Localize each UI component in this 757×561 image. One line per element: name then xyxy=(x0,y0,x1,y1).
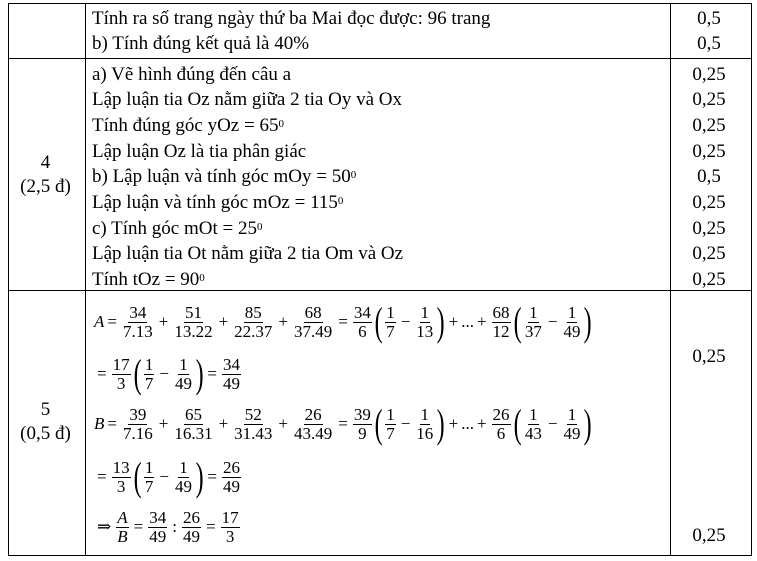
q4-step-text: Tính đúng góc yOz = $65^0$ xyxy=(92,115,284,136)
q4-step-points: 0,25 xyxy=(692,192,726,213)
fraction: $\frac{1}{16}$ xyxy=(416,404,434,443)
degree-superscript: 0 xyxy=(278,118,284,130)
degree-superscript: 0 xyxy=(256,221,263,233)
fraction: $\frac{1}{43}$ xyxy=(524,404,542,443)
q5-points-2: 0,25 xyxy=(692,525,726,546)
q4-step-points: 0,25 xyxy=(692,269,726,290)
question-4-label: 4 xyxy=(40,152,51,173)
fraction: $\frac{39}{9}$ xyxy=(353,404,371,443)
fraction: $\frac{17}{3}$ xyxy=(112,354,130,393)
q5-points-1: 0,25 xyxy=(692,346,726,367)
grading-table xyxy=(8,3,752,556)
degree-superscript: 0 xyxy=(199,272,205,284)
fraction: $\frac{1}{7}$ xyxy=(144,354,154,393)
fraction: $\frac{68}{37.49}$ xyxy=(294,302,333,341)
q4-step-points: 0,5 xyxy=(697,166,721,187)
fraction: $\frac{34}{49}$ xyxy=(149,507,167,546)
fraction: $\frac{39}{7.16}$ xyxy=(122,404,153,443)
fraction: $\frac{34}{6}$ xyxy=(353,302,371,341)
q4-step-points: 0,25 xyxy=(692,115,726,136)
q4-step-text: Lập luận tia Oz nằm giữa 2 tia Oy và Ox xyxy=(92,89,402,110)
q4-step-points: 0,25 xyxy=(692,64,726,85)
row-text: b) Tính đúng kết quả là 40% xyxy=(92,33,310,54)
question-5-label: 5 xyxy=(40,399,51,420)
q4-step-text: Lập luận tia Ot nằm giữa 2 tia Om và Oz xyxy=(92,243,404,264)
fraction: $\frac{85}{22.37}$ xyxy=(234,302,273,341)
fraction: $\frac{26}{43.49}$ xyxy=(294,404,333,443)
degree-superscript: 0 xyxy=(350,169,357,181)
q4-step-text: Lập luận và tính góc mOz = $115^0$ xyxy=(92,192,344,213)
q4-step-text: Tính tOz = $90^0$ xyxy=(92,269,205,290)
fraction: $\frac{26}{49}$ xyxy=(182,507,200,546)
fraction: $\frac{1}{49}$ xyxy=(563,404,581,443)
q4-step-text: b) Lập luận và tính góc mOy = $50^0$ xyxy=(92,166,357,187)
equation-a-result: = $\frac{17}{3}$ ( $\frac{1}{7}$ − $\frac{1}{49}$ ) = $\frac{34}{49}$ xyxy=(97,351,240,396)
q4-step-points: 0,25 xyxy=(692,218,726,239)
q4-step-text: Lập luận Oz là tia phân giác xyxy=(92,141,307,162)
equation-a: A = $\frac{34}{7.13}$ + $\frac{51}{13.22}$ + $\frac{85}{22.37}$ + $\frac{68}{37.49}$ = $\frac{34}{6}$ ( $\frac{1}{7}$ − $\frac{1}{13}$ ) + ... + $\frac{68}{12}$ ( $\frac{1}{37}$ − $\frac{1}{49}$ ) xyxy=(94,299,593,344)
question-4-score: (2,5 đ) xyxy=(20,176,71,197)
fraction: $\frac{1}{49}$ xyxy=(563,302,581,341)
fraction: $\frac{1}{49}$ xyxy=(175,354,193,393)
q4-step-text: c) Tính góc mOt = $25^0$ xyxy=(92,218,263,239)
q4-step-points: 0,25 xyxy=(692,89,726,110)
fraction: $\frac{51}{13.22}$ xyxy=(174,302,213,341)
fraction: $\frac{34}{7.13}$ xyxy=(122,302,153,341)
q4-step-text: a) Vẽ hình đúng đến câu a xyxy=(92,64,292,85)
fraction: $\frac{1}{7}$ xyxy=(386,404,395,443)
fraction: $\frac{34}{49}$ xyxy=(222,354,240,393)
fraction: $\frac{65}{16.31}$ xyxy=(174,404,213,443)
fraction: $\frac{17}{3}$ xyxy=(221,507,239,546)
fraction: $\frac{68}{12}$ xyxy=(492,302,510,341)
fraction: $\frac{26}{6}$ xyxy=(492,404,510,443)
fraction: $\frac{1}{37}$ xyxy=(524,302,542,341)
degree-superscript: 0 xyxy=(337,195,344,207)
fraction: $\frac{1}{7}$ xyxy=(386,302,395,341)
question-5-score: (0,5 đ) xyxy=(20,423,71,444)
equation-b-result: = $\frac{13}{3}$ ( $\frac{1}{7}$ − $\frac{1}{49}$ ) = $\frac{26}{49}$ xyxy=(97,454,240,499)
equation-b: B = $\frac{39}{7.16}$ + $\frac{65}{16.31}$ + $\frac{52}{31.43}$ + $\frac{26}{43.49}$ = $\frac{39}{9}$ ( $\frac{1}{7}$ − $\frac{1}{16}$ ) + ... + $\frac{26}{6}$ ( $\frac{1}{43}$ − $\frac{1}{49}$ ) xyxy=(94,401,593,446)
row-points: 0,5 xyxy=(697,33,721,54)
fraction: $\frac{26}{49}$ xyxy=(222,457,240,496)
fraction: $\frac{13}{3}$ xyxy=(112,457,130,496)
row-text: Tính ra số trang ngày thứ ba Mai đọc được: 96 trang xyxy=(92,8,491,29)
fraction: $\frac{1}{49}$ xyxy=(175,457,193,496)
fraction: $\frac{1}{13}$ xyxy=(416,302,434,341)
row-points: 0,5 xyxy=(697,8,721,29)
fraction: $\frac{1}{7}$ xyxy=(144,457,154,496)
fraction: $\frac{A}{B}$ xyxy=(117,507,128,546)
q4-step-points: 0,25 xyxy=(692,243,726,264)
fraction: $\frac{52}{31.43}$ xyxy=(234,404,273,443)
q4-step-points: 0,25 xyxy=(692,141,726,162)
equation-ratio: ⇒ $\frac{A}{B}$ = $\frac{34}{49}$ : $\frac{26}{49}$ = $\frac{17}{3}$ xyxy=(97,507,239,546)
